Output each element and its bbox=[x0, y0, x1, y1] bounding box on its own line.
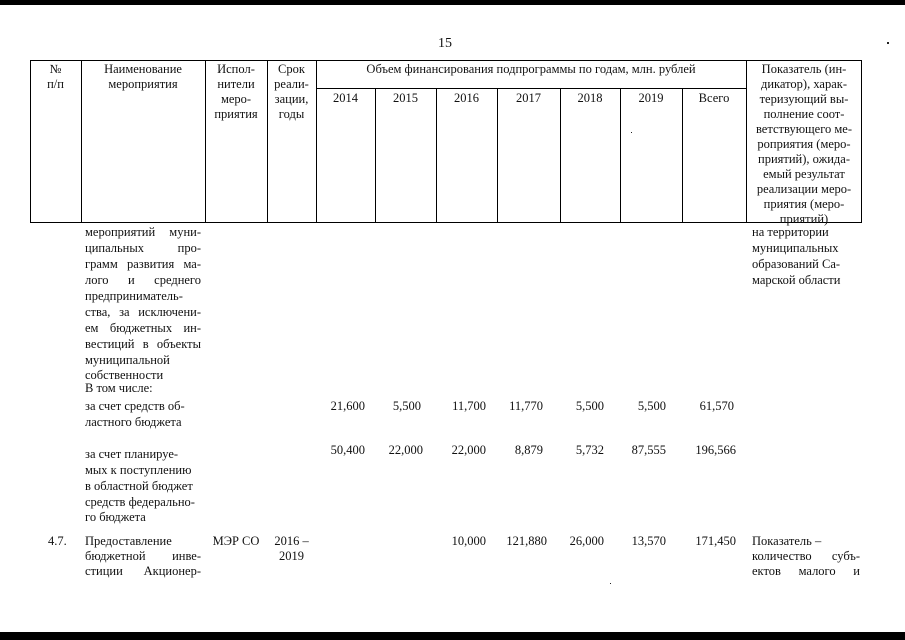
value-2016: 10,000 bbox=[451, 534, 486, 548]
value-2014: 21,600 bbox=[330, 399, 365, 413]
year-2019: 2019 bbox=[638, 91, 664, 105]
value-2014: 50,400 bbox=[330, 443, 365, 457]
value-total: 61,570 bbox=[699, 399, 734, 413]
value-total: 171,450 bbox=[695, 534, 736, 548]
value-total: 196,566 bbox=[695, 443, 736, 457]
value-2018: 26,000 bbox=[569, 534, 604, 548]
row-indicator-line: Показатель – bbox=[752, 534, 822, 548]
scan-speck bbox=[610, 583, 611, 584]
row-number: 4.7. bbox=[48, 534, 67, 548]
value-2017: 11,770 bbox=[509, 399, 543, 413]
value-2018: 5,732 bbox=[575, 443, 604, 457]
federal-label-line: средств федерально- bbox=[85, 495, 195, 509]
value-2019: 87,555 bbox=[631, 443, 666, 457]
federal-label-line: за счет планируе- bbox=[85, 447, 179, 461]
row-executor: МЭР СО bbox=[212, 534, 260, 548]
year-2014: 2014 bbox=[333, 91, 358, 105]
row-indicator-line: ектов малого и bbox=[752, 564, 860, 578]
regional-label-line: ластного бюджета bbox=[85, 415, 182, 429]
year-total: Всего bbox=[698, 91, 730, 105]
row-name-line: бюджетной инве- bbox=[85, 549, 201, 563]
value-2015: 5,500 bbox=[392, 399, 421, 413]
row-term-line: 2019 bbox=[279, 549, 304, 563]
federal-label-line: в областной бюджет bbox=[85, 479, 193, 493]
value-2019: 5,500 bbox=[637, 399, 666, 413]
row-indicator-line: количество субъ- bbox=[752, 549, 860, 563]
row-term-line: 2016 – bbox=[274, 534, 309, 548]
value-2016: 22,000 bbox=[451, 443, 486, 457]
value-2017: 121,880 bbox=[506, 534, 547, 548]
bottom-border bbox=[0, 632, 905, 640]
year-2016: 2016 bbox=[454, 91, 479, 105]
year-2018: 2018 bbox=[577, 91, 603, 105]
federal-label-line: мых к поступлению bbox=[85, 463, 192, 477]
value-2015: 22,000 bbox=[388, 443, 423, 457]
row-name-line: стиции Акционер- bbox=[85, 564, 201, 578]
header-funding: Объем финансирования подпрограммы по годам, млн. рублей bbox=[366, 62, 696, 76]
value-2019: 13,570 bbox=[631, 534, 666, 548]
year-2015: 2015 bbox=[393, 91, 418, 105]
year-2017: 2017 bbox=[516, 91, 541, 105]
value-2018: 5,500 bbox=[575, 399, 604, 413]
top-border bbox=[0, 0, 905, 5]
page-number: 15 bbox=[438, 36, 452, 51]
scan-speck bbox=[631, 132, 632, 133]
in-total-label: В том числе: bbox=[85, 381, 153, 395]
scan-speck bbox=[887, 42, 889, 44]
value-2017: 8,879 bbox=[514, 443, 543, 457]
federal-label-line: го бюджета bbox=[85, 510, 146, 524]
regional-label-line: за счет средств об- bbox=[85, 399, 185, 413]
value-2016: 11,700 bbox=[452, 399, 486, 413]
row-name-line: Предоставление bbox=[85, 534, 172, 548]
